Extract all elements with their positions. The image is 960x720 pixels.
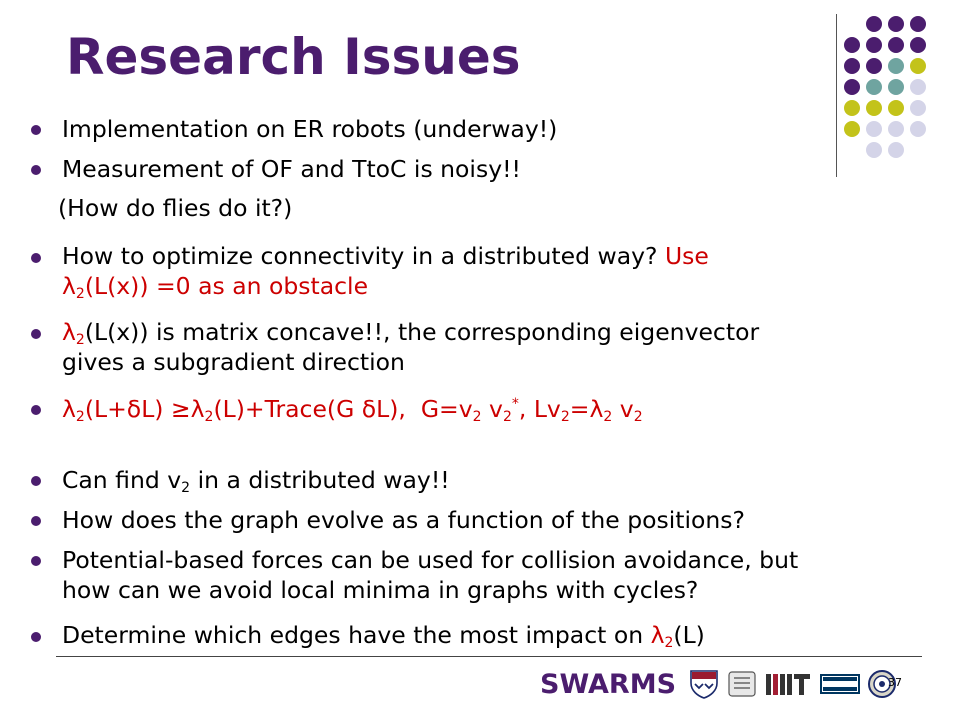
bullet-1: Implementation on ER robots (underway!) bbox=[62, 115, 558, 143]
mit-logo-icon bbox=[764, 669, 814, 699]
bullet-3-formula: $\lambda_2(L(x)) =0$ as an obstacle bbox=[62, 272, 369, 302]
bullet-dot bbox=[31, 165, 41, 175]
bullet-3 bbox=[62, 241, 709, 301]
bullet-9: Determine which edges have the most impact on $\lambda_2(L)$ bbox=[62, 621, 705, 651]
swarms-brand: SWARMS bbox=[540, 668, 677, 700]
bullet-6: Can find $v_2$ in a distributed way!! bbox=[62, 466, 450, 496]
footer bbox=[540, 666, 898, 702]
bullet-dot bbox=[31, 516, 41, 526]
bullet-7: How does the graph evolve as a function of the positions? bbox=[62, 506, 746, 534]
bullet-2: Measurement of OF and TtoC is noisy!! bbox=[62, 155, 521, 183]
page-number: 37 bbox=[888, 676, 902, 689]
penn-shield-icon bbox=[688, 669, 720, 699]
lambda-symbol: $\lambda_2$ bbox=[62, 318, 85, 348]
bullet-dot bbox=[31, 329, 41, 339]
bullet-8: Potential-based forces can be used for collision avoidance, but how can we avoid local minima in graphs with cycles? bbox=[62, 546, 799, 604]
bullet-3-text: How to optimize connectivity in a distributed way? bbox=[62, 242, 665, 270]
footer-rule bbox=[56, 656, 922, 657]
bullet-4-text: (L(x)) is matrix concave!!, the corresponding eigenvector bbox=[84, 318, 760, 346]
bullet-dot bbox=[31, 253, 41, 263]
bullet-dot bbox=[31, 405, 41, 415]
bullet-5-formula: $\lambda_2(L+\delta L)$ $\ge\lambda_2(L)+Trace(G$ δL), $G=v_2$ $v_2^*$, $Lv_2=\lambda_2$ $v_2$ bbox=[62, 395, 643, 425]
bullet-dot bbox=[31, 556, 41, 566]
seal-icon bbox=[726, 669, 758, 699]
bullet-3-red-text: Use bbox=[664, 242, 709, 270]
slide-title: Research Issues bbox=[66, 28, 521, 86]
bullet-dot bbox=[31, 476, 41, 486]
ucsb-logo-icon bbox=[820, 669, 860, 699]
bullet-dot bbox=[31, 632, 41, 642]
bullet-4 bbox=[62, 317, 759, 377]
bullet-2-continuation: (How do flies do it?) bbox=[58, 194, 293, 222]
bullet-dot bbox=[31, 125, 41, 135]
bullet-4-text-line2: gives a subgradient direction bbox=[62, 348, 405, 376]
